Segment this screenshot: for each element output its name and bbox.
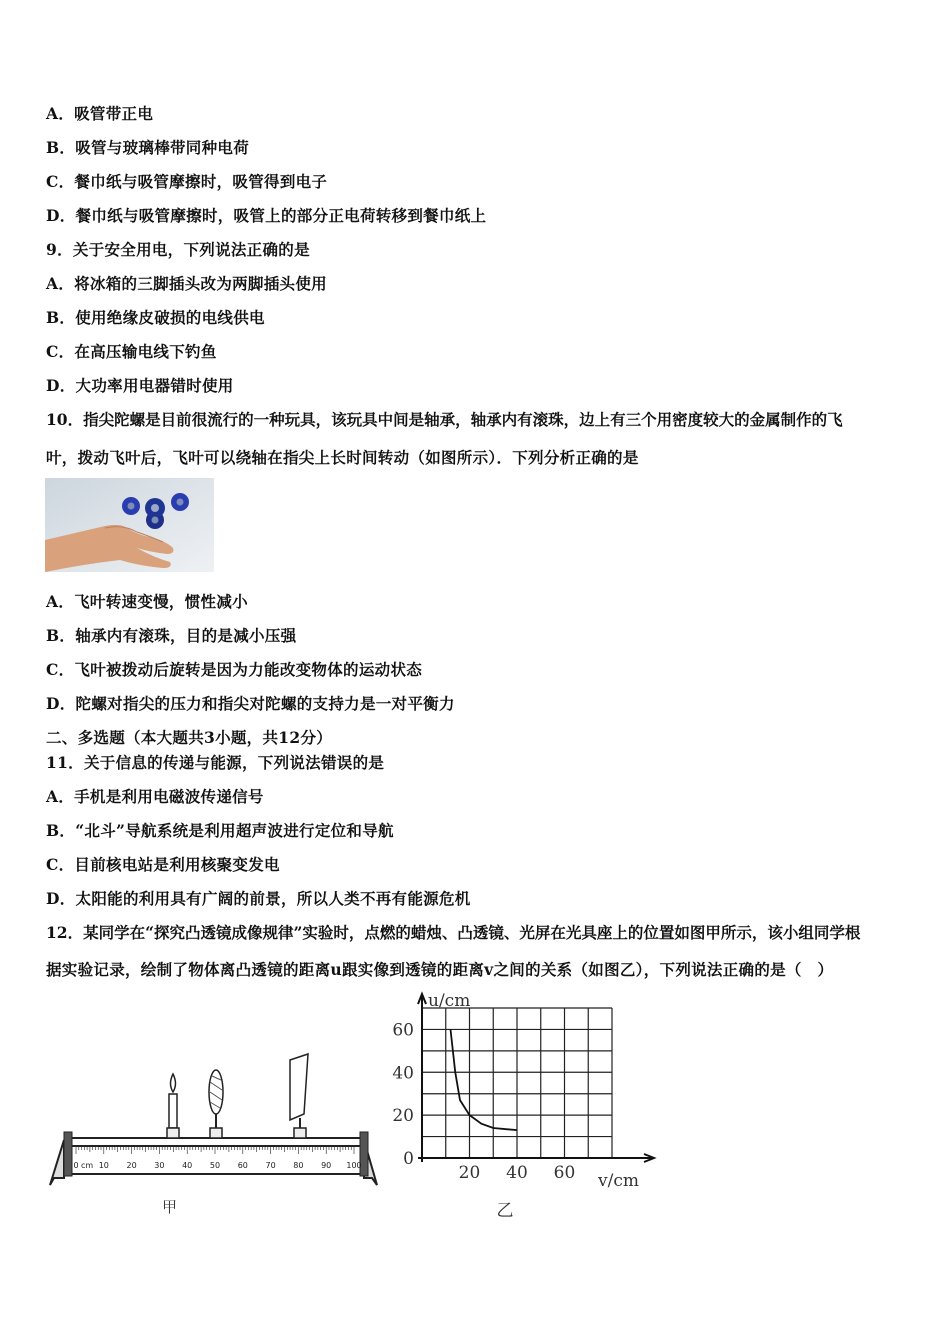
q9-option-b: B．使用绝缘皮破损的电线供电 [46, 308, 265, 327]
figure-jia-caption: 甲 [162, 1198, 178, 1216]
x-tick-label: 60 [553, 1163, 576, 1183]
figure-yi-caption: 乙 [496, 1201, 514, 1221]
ruler-tick-label: 40 [182, 1161, 193, 1170]
q11-option-a: A．手机是利用电磁波传递信号 [46, 787, 264, 806]
ruler-tick-label: 100 [346, 1161, 362, 1170]
q10-option-d: D．陀螺对指尖的压力和指尖对陀螺的支持力是一对平衡力 [46, 694, 455, 713]
q10-stem-line2: 叶，拨动飞叶后，飞叶可以绕轴在指尖上长时间转动（如图所示）．下列分析正确的是 [46, 448, 639, 467]
ruler-tick-label: 20 [126, 1161, 137, 1170]
ruler-tick-label: 70 [265, 1161, 276, 1170]
optical-bench-figure [42, 1050, 382, 1230]
q10-option-b: B．轴承内有滚珠，目的是减小压强 [46, 626, 297, 645]
convex-lens [209, 1070, 223, 1138]
ruler-tick-label: 0 [73, 1161, 79, 1170]
ruler-tick-label: 30 [154, 1161, 165, 1170]
q9-stem: 9．关于安全用电，下列说法正确的是 [46, 240, 310, 259]
ruler-tick-label: cm [81, 1161, 94, 1170]
fidget-spinner-photo [45, 478, 214, 572]
q11-stem: 11．关于信息的传递与能源，下列说法错误的是 [46, 753, 385, 772]
q10-stem-line1: 10．指尖陀螺是目前很流行的一种玩具，该玩具中间是轴承，轴承内有滚珠，边上有三个用密度较大的金属制作的飞 [46, 410, 843, 429]
q12-stem-line2: 据实验记录，绘制了物体离凸透镜的距离u跟实像到透镜的距离v之间的关系（如图乙），下列说法正确的是（ ） [46, 960, 834, 979]
q10-option-c: C．飞叶被拨动后旋转是因为力能改变物体的运动状态 [46, 660, 423, 679]
q10-option-a: A．飞叶转速变慢，惯性减小 [46, 592, 248, 611]
x-axis-label: v/cm [598, 1171, 639, 1191]
ruler-tick-label: 90 [321, 1161, 332, 1170]
q11-option-d: D．太阳能的利用具有广阔的前景，所以人类不再有能源危机 [46, 889, 471, 908]
q8-option-d: D．餐巾纸与吸管摩擦时，吸管上的部分正电荷转移到餐巾纸上 [46, 206, 487, 225]
ruler-tick-label: 80 [293, 1161, 304, 1170]
section-heading: 二、多选题（本大题共3小题，共12分） [46, 728, 333, 747]
y-axis-label: u/cm [428, 991, 471, 1011]
q8-option-c: C．餐巾纸与吸管摩擦时，吸管得到电子 [46, 172, 328, 191]
y-tick-label: 0 [403, 1149, 414, 1169]
candle [167, 1074, 179, 1138]
q8-option-b: B．吸管与玻璃棒带同种电荷 [46, 138, 250, 157]
q11-option-c: C．目前核电站是利用核聚变发电 [46, 855, 280, 874]
q9-option-a: A．将冰箱的三脚插头改为两脚插头使用 [46, 274, 327, 293]
q12-stem-line1: 12．某同学在“探究凸透镜成像规律”实验时，点燃的蜡烛、凸透镜、光屏在光具座上的位置如图甲所示，该小组同学根 [46, 923, 861, 942]
x-tick-label: 20 [458, 1163, 481, 1183]
ruler-tick-label: 50 [209, 1161, 221, 1170]
x-tick-label: 40 [506, 1163, 528, 1183]
q9-option-c: C．在高压输电线下钓鱼 [46, 342, 217, 361]
q9-option-d: D．大功率用电器错时使用 [46, 376, 234, 395]
y-tick-label: 60 [392, 1020, 414, 1041]
y-tick-label: 40 [392, 1063, 414, 1084]
y-tick-label: 20 [392, 1106, 414, 1127]
ruler-tick-label: 10 [98, 1161, 109, 1170]
ruler-tick-label: 60 [237, 1161, 248, 1170]
q11-option-b: B．“北斗”导航系统是利用超声波进行定位和导航 [46, 821, 394, 840]
q8-option-a: A．吸管带正电 [46, 104, 154, 123]
light-screen [290, 1054, 308, 1138]
u-v-graph-figure [380, 988, 670, 1228]
